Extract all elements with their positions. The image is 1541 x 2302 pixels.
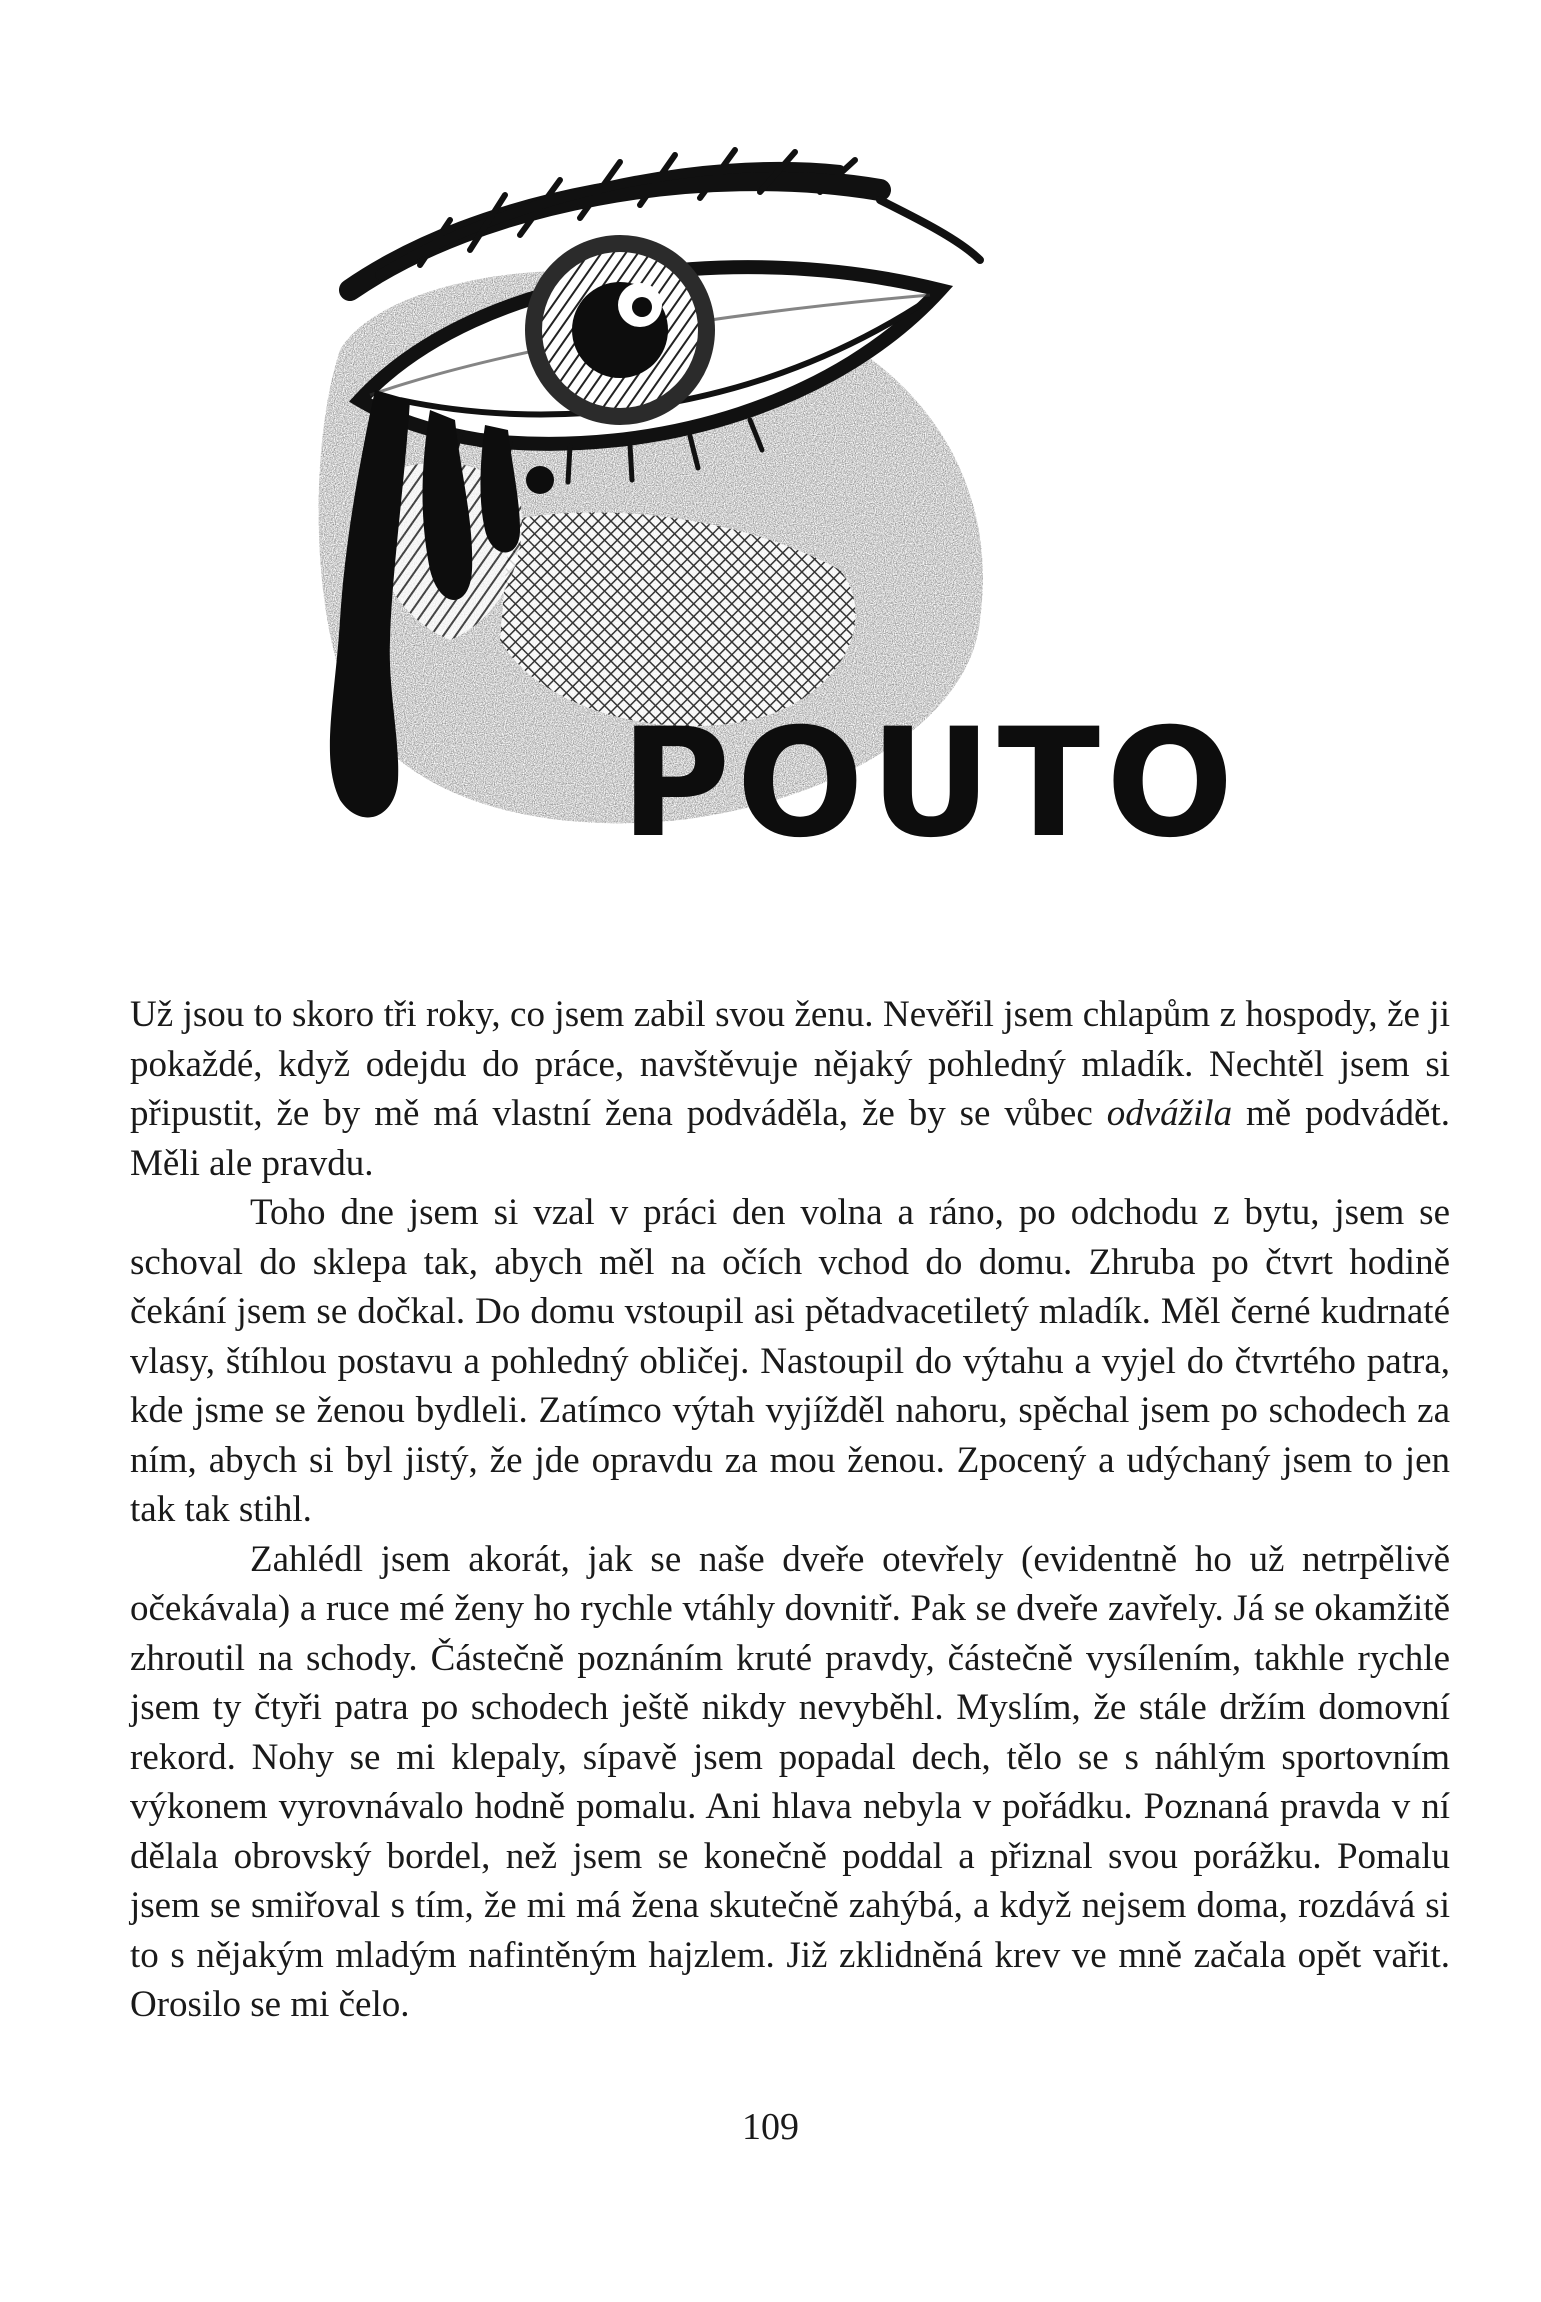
illustration-title: POUTO [620, 697, 1240, 871]
text-segment: Už jsou to skoro tři roky, co jsem zabil svou ženu. Nevěřil jsem chlapům z hospody, že ji pokaždé, když odejdu do práce, navštěvuje nějaký pohledný mladík. Nechtěl jsem si připustit, že by mě má vlastní žena podváděla, že by se vůbec [130, 994, 1450, 1134]
text-segment: mě podvádět. Měli ale pravdu. [130, 1093, 1451, 1184]
page-number: 109 [742, 2106, 799, 2148]
paragraph [130, 1188, 1450, 1535]
text-segment: Zahlédl jsem akorát, jak se naše dveře otevřely (evidentně ho už netrpělivě očekávala) a ruce mé ženy ho rychle vtáhly dovnitř. Pak se dveře zavřely. Já se okamžitě zhroutil na schody. Částečně poznáním kruté pravdy, částečně vysílením, takhle rychle jsem ty čtyři patra po schodech ještě nikdy nevyběhl. Myslím, že stále držím domovní rekord. Nohy se mi klepaly, sípavě jsem popadal dech, tělo se s náhlým sportovním výkonem vyrovnávalo hodně pomalu. Ani hlava nebyla v pořádku. Poznaná pravda v ní dělala obrovský bordel, než jsem se konečně poddal a přiznal svou porážku. Pomalu jsem se smiřoval s tím, že mi má žena skutečně zahýbá, a když nejsem doma, rozdává si to s nějakým mladým nafintěným hajzlem. Již zklidněná krev ve mně začala opět vařit. Orosilo se mi čelo. [130, 1538, 1450, 2025]
emphasized-text: odvážila [1106, 1093, 1233, 1134]
paragraph [130, 1535, 1450, 2030]
paragraph [130, 990, 1450, 1188]
crying-eye-illustration [280, 100, 1350, 920]
chapter-body-text [130, 990, 1450, 2030]
text-segment: Toho dne jsem si vzal v práci den volna a ráno, po odchodu z bytu, jsem se schoval do sklepa tak, abych měl na očích vchod do domu. Zhruba po čtvrt hodině čekání jsem se dočkal. Do domu vstoupil asi pětadvacetiletý mladík. Měl černé kudrnaté vlasy, štíhlou postavu a pohledný obličej. Nastoupil do výtahu a vyjel do čtvrtého patra, kde jsme se ženou bydleli. Zatímco výtah vyjížděl nahoru, spěchal jsem po schodech za ním, abych si byl jistý, že jde opravdu za mou ženou. Zpocený a udýchaný jsem to jen tak tak stihl. [130, 1192, 1450, 1530]
